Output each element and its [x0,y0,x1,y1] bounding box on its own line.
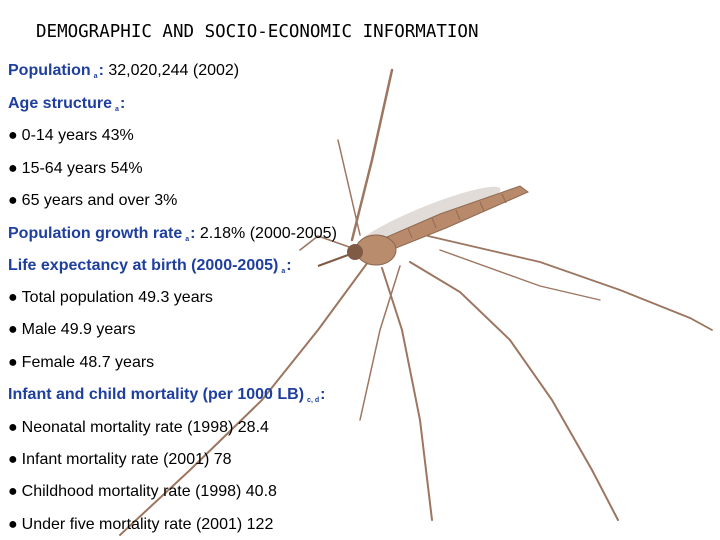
bullet-icon: ● [8,192,18,209]
life-expectancy-colon: : [286,257,292,274]
growth-ref: a [185,236,190,243]
mortality-item-text: Infant mortality rate (2001) 78 [21,451,232,468]
age-item-text: 65 years and over 3% [21,192,178,209]
bullet-icon: ● [8,354,18,371]
mortality-label: Infant and child mortality (per 1000 LB) [8,386,305,403]
bullet-icon: ● [8,160,18,177]
mortality-ref: c, d [307,397,320,404]
list-item [8,321,136,339]
population-label: Population [8,62,91,79]
life-item-text: Male 49.9 years [21,321,136,338]
population-line [8,62,239,80]
growth-value: 2.18% (2000-2005) [199,225,337,242]
list-item [8,289,213,307]
life-expectancy-line [8,257,292,275]
growth-line [8,225,337,243]
life-expectancy-label: Life expectancy at birth (2000-2005) [8,257,279,274]
life-expectancy-ref: a [281,268,286,275]
bullet-icon: ● [8,516,18,533]
growth-colon: : [190,225,196,242]
life-item-text: Total population 49.3 years [21,289,213,306]
bullet-icon: ● [8,321,18,338]
list-item [8,192,177,210]
bullet-icon: ● [8,127,18,144]
page-title: DEMOGRAPHIC AND SOCIO-ECONOMIC INFORMATION [36,22,479,42]
bullet-icon: ● [8,419,18,436]
bullet-icon: ● [8,451,18,468]
list-item [8,354,154,372]
age-item-text: 0-14 years 43% [21,127,134,144]
bullet-icon: ● [8,483,18,500]
growth-label: Population growth rate [8,225,183,242]
population-ref: a [93,73,98,80]
mortality-item-text: Neonatal mortality rate (1998) 28.4 [21,419,269,436]
age-item-text: 15-64 years 54% [21,160,143,177]
mortality-item-text: Under five mortality rate (2001) 122 [21,516,274,533]
bullet-icon: ● [8,289,18,306]
mortality-item-text: Childhood mortality rate (1998) 40.8 [21,483,277,500]
population-colon: : [98,62,104,79]
list-item [8,419,269,437]
list-item [8,451,232,469]
list-item [8,127,134,145]
list-item [8,483,277,501]
mortality-colon: : [320,386,326,403]
age-structure-line [8,95,125,113]
age-structure-label: Age structure [8,95,113,112]
list-item [8,516,273,534]
age-structure-ref: a [115,106,119,113]
list-item [8,160,143,178]
age-structure-colon: : [119,95,126,112]
population-value: 32,020,244 (2002) [108,62,240,79]
life-item-text: Female 48.7 years [21,354,155,371]
mortality-line [8,386,325,404]
